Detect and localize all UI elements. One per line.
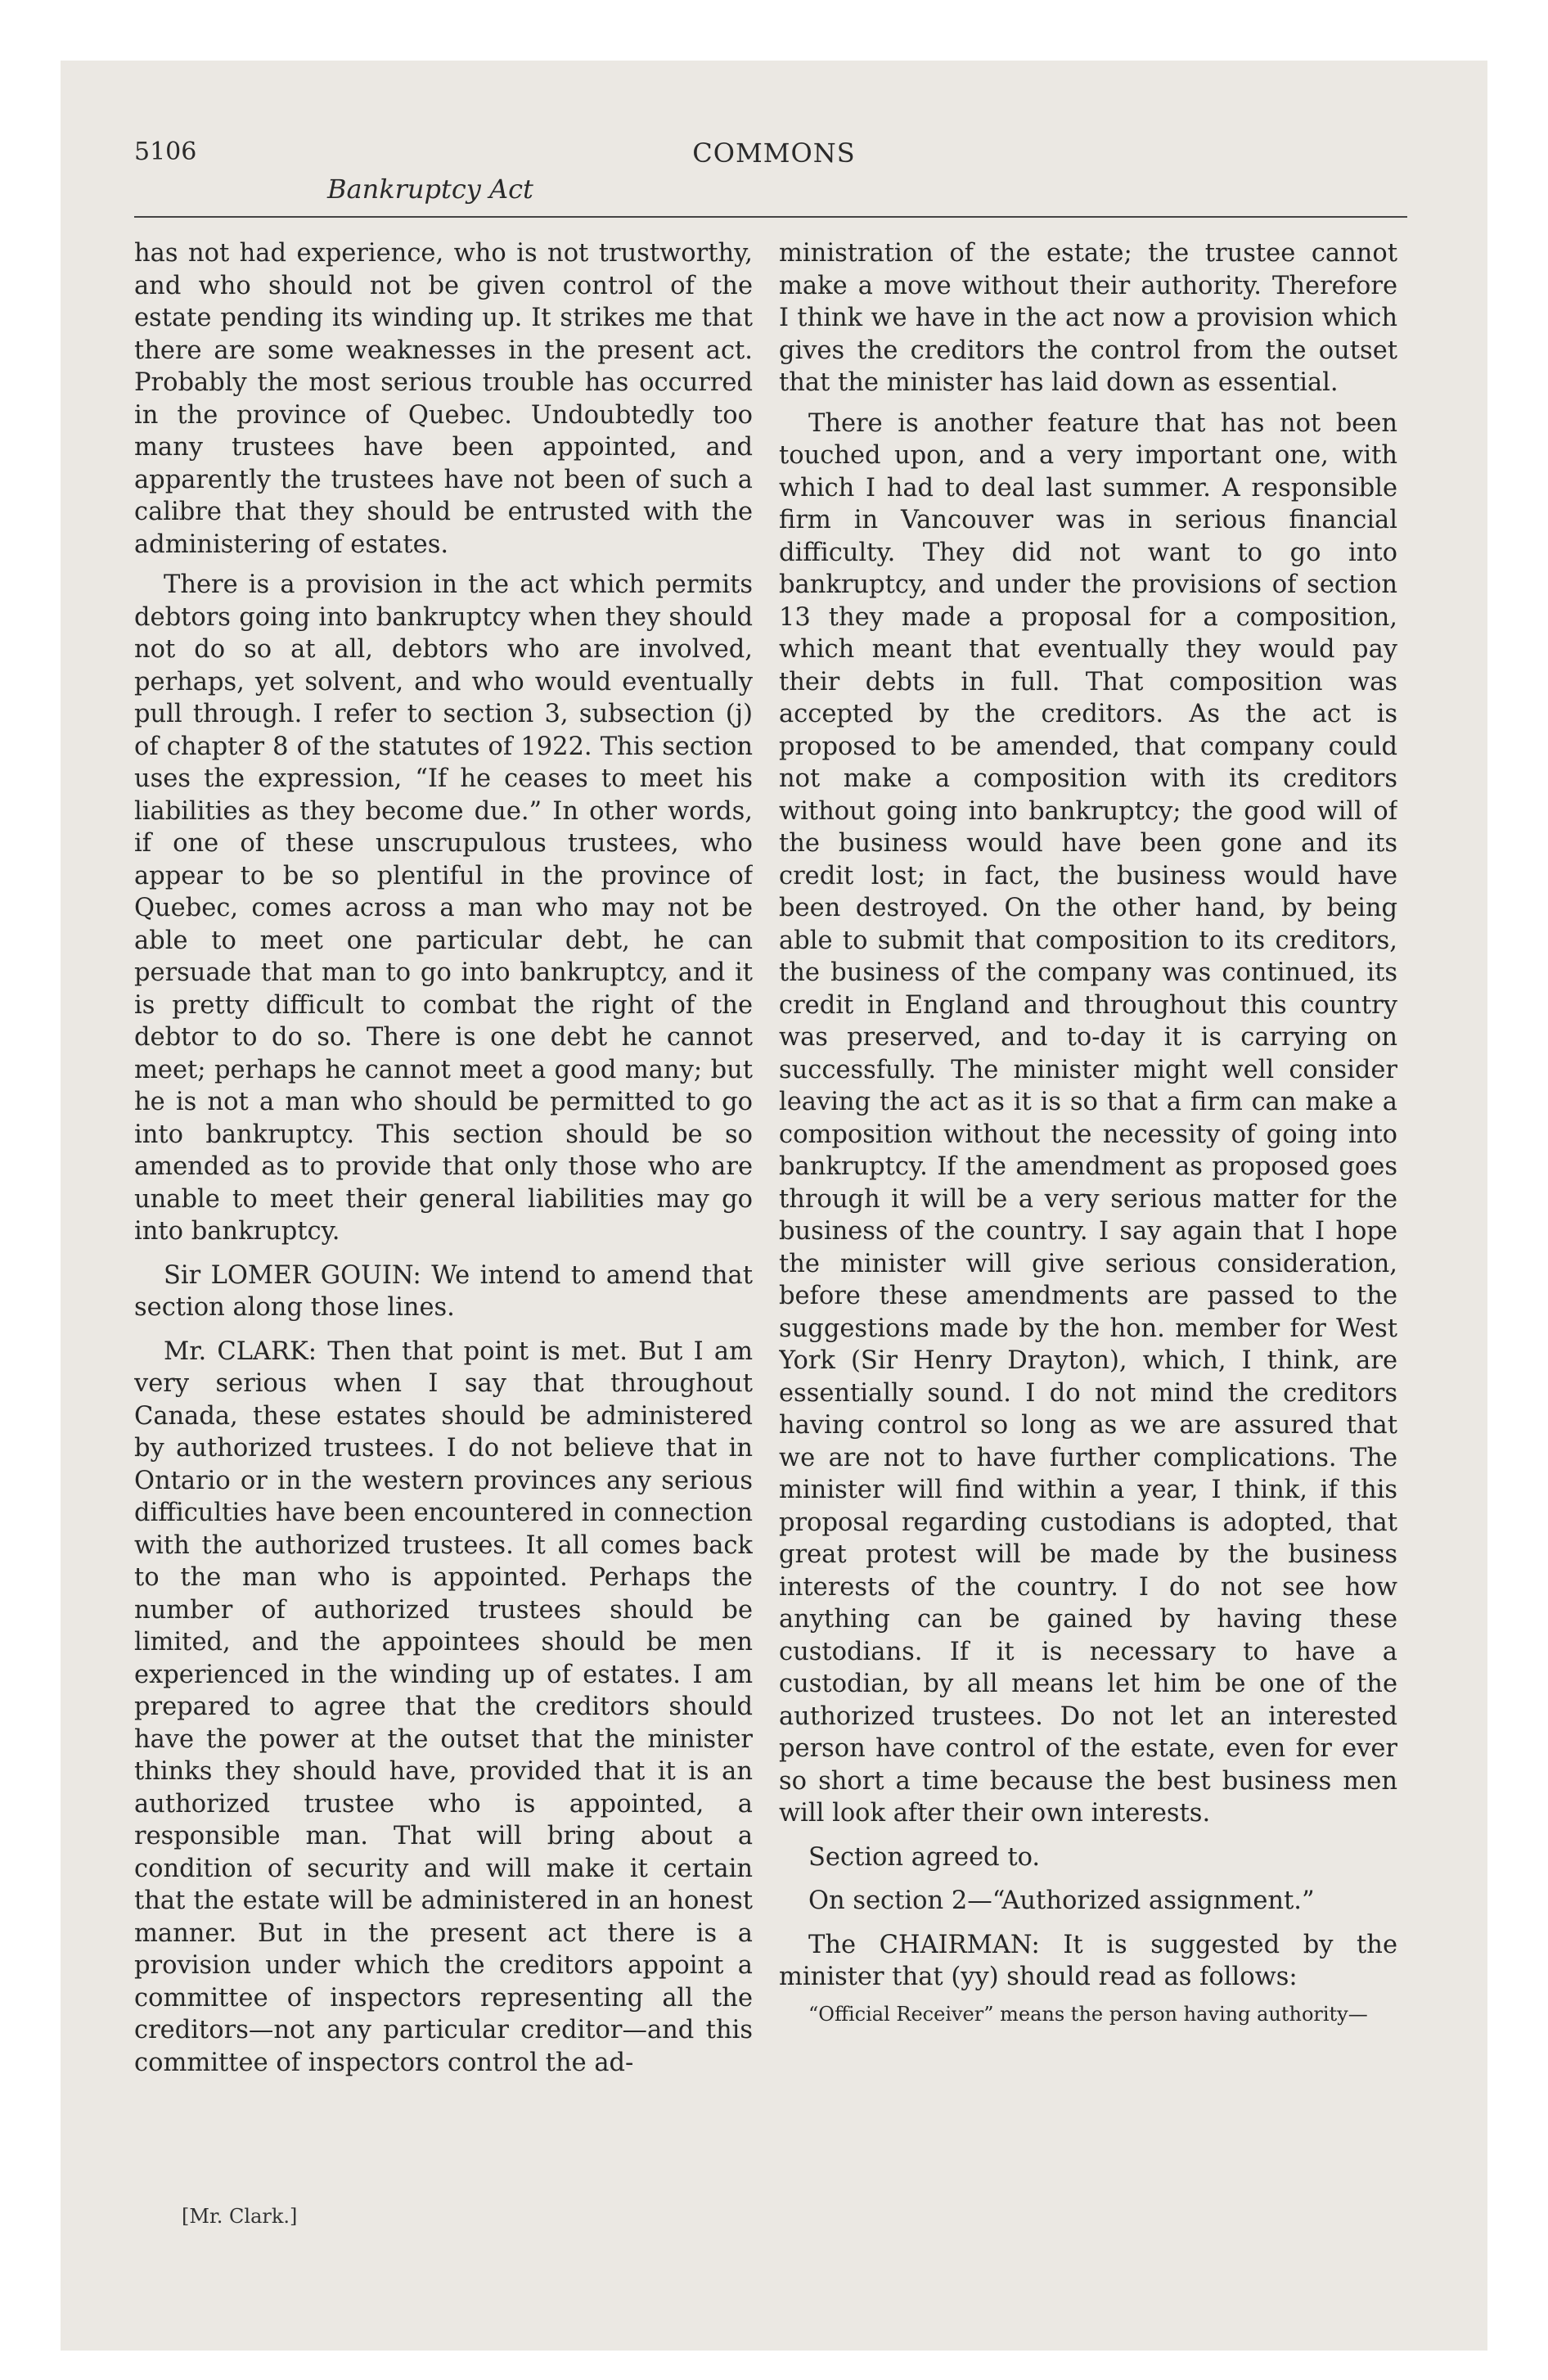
paragraph: ministration of the estate; the trustee cannot make a move without their authority. Therefore I think we have in the act now a provision which gives the creditors the control from the outset that the minister has laid down as essential. (779, 239, 1397, 397)
paragraph: There is a provision in the act which permits debtors going into bankruptcy when they should not do so at all, debtors who are involved, perhaps, yet solvent, and who would eventually pull through. I refer to section 3, subsection (j) of chapter 8 of the statutes of 1922. This section uses the expression, “If he ceases to meet his liabilities as they become due.” In other words, if one of these unscrupulous trustees, who appear to be so plentiful in the province of Quebec, comes across a man who may not be able to meet one particular debt, he can persuade that man to go into bankruptcy, and it is pretty difficult to combat the right of the debtor to do so. There is one debt he cannot meet; perhaps he cannot meet a good many; but he is not a man who should be permitted to go into bankruptcy. This section should be so amended as to provide that only those who are unable to meet their general liabilities may go into bankruptcy. (134, 570, 753, 1246)
paragraph: Mr. CLARK: Then that point is met. But I am very serious when I say that throughout Canada, these estates should be administered by authorized trustees. I do not believe that in Ontario or in the western provinces any serious difficulties have been encountered in connection with the authorized trustees. It all comes back to the man who is appointed. Perhaps the number of authorized trustees should be limited, and the appointees should be men experienced in the winding up of estates. I am prepared to agree that the creditors should have the power at the outset that the minister thinks they should have, provided that it is an authorized trustee who is appointed, a responsible man. That will bring about a condition of security and will make it certain that the estate will be administered in an honest manner. But in the present act there is a provision under which the creditors appoint a committee of inspectors representing all the creditors—not any particular creditor—and this committee of inspectors control the ad- (134, 1336, 753, 2077)
header-rule (134, 216, 1407, 218)
paragraph: Sir LOMER GOUIN: We intend to amend that section along those lines. (134, 1260, 753, 1322)
paragraph: has not had experience, who is not trustworthy, and who should not be given control of the estate pending its winding up. It strikes me that there are some weaknesses in the present act. Probably the most serious trouble has occurred in the province of Quebec. Undoubtedly too many trustees have been appointed, and apparently the trustees have not been of such a calibre that they should be entrusted with the administering of estates. (134, 239, 753, 559)
running-head: COMMONS (692, 137, 856, 169)
paragraph: There is another feature that has not been touched upon, and a very important one, with which I had to deal last summer. A responsible firm in Vancouver was in serious financial difficulty. They did not want to go into bankruptcy, and under the provisions of section 13 they made a proposal for a composition, which meant that eventually they would pay their debts in full. That composition was accepted by the creditors. As the act is proposed to be amended, that company could not make a composition with its creditors without going into bankruptcy; the good will of the business would have been gone and its credit lost; in fact, the business would have been destroyed. On the other hand, by being able to submit that composition to its creditors, the business of the company was continued, its credit in England and throughout this country was preserved, and to-day it is carrying on successfully. The minister might well consider leaving the act as it is so that a firm can make a composition without the necessity of going into bankruptcy. If the amendment as proposed goes through it will be a very serious matter for the business of the country. I say again that I hope the minister will give serious consideration, before these amendments are passed to the suggestions made by the hon. member for West York (Sir Henry Drayton), which, I think, are essentially sound. I do not mind the creditors having control so long as we are assured that we are not to have further complications. The minister will find within a year, I think, if this proposal regarding custodians is adopted, that great protest will be made by the business interests of the country. I do not see how anything can be gained by having these custodians. If it is necessary to have a custodian, by all means let him be one of the authorized trustees. Do not let an interested person have control of the estate, even for ever so short a time because the best business men will look after their own interests. (779, 408, 1397, 1828)
paragraph: The CHAIRMAN: It is suggested by the minister that (yy) should read as follows: (779, 1930, 1397, 1991)
page-number: 5106 (134, 137, 197, 166)
quote-text: “Official Receiver” means the person having authority— (808, 2002, 1368, 2026)
speaker-note: [Mr. Clark.] (182, 2205, 298, 2228)
section-title: Bankruptcy Act (327, 174, 533, 205)
right-column (779, 237, 1397, 2185)
paragraph: On section 2—“Authorized assignment.” (808, 1886, 1315, 1915)
left-column (134, 237, 753, 2185)
quoted-definition (779, 2002, 1397, 2026)
paragraph: Section agreed to. (808, 1842, 1041, 1872)
